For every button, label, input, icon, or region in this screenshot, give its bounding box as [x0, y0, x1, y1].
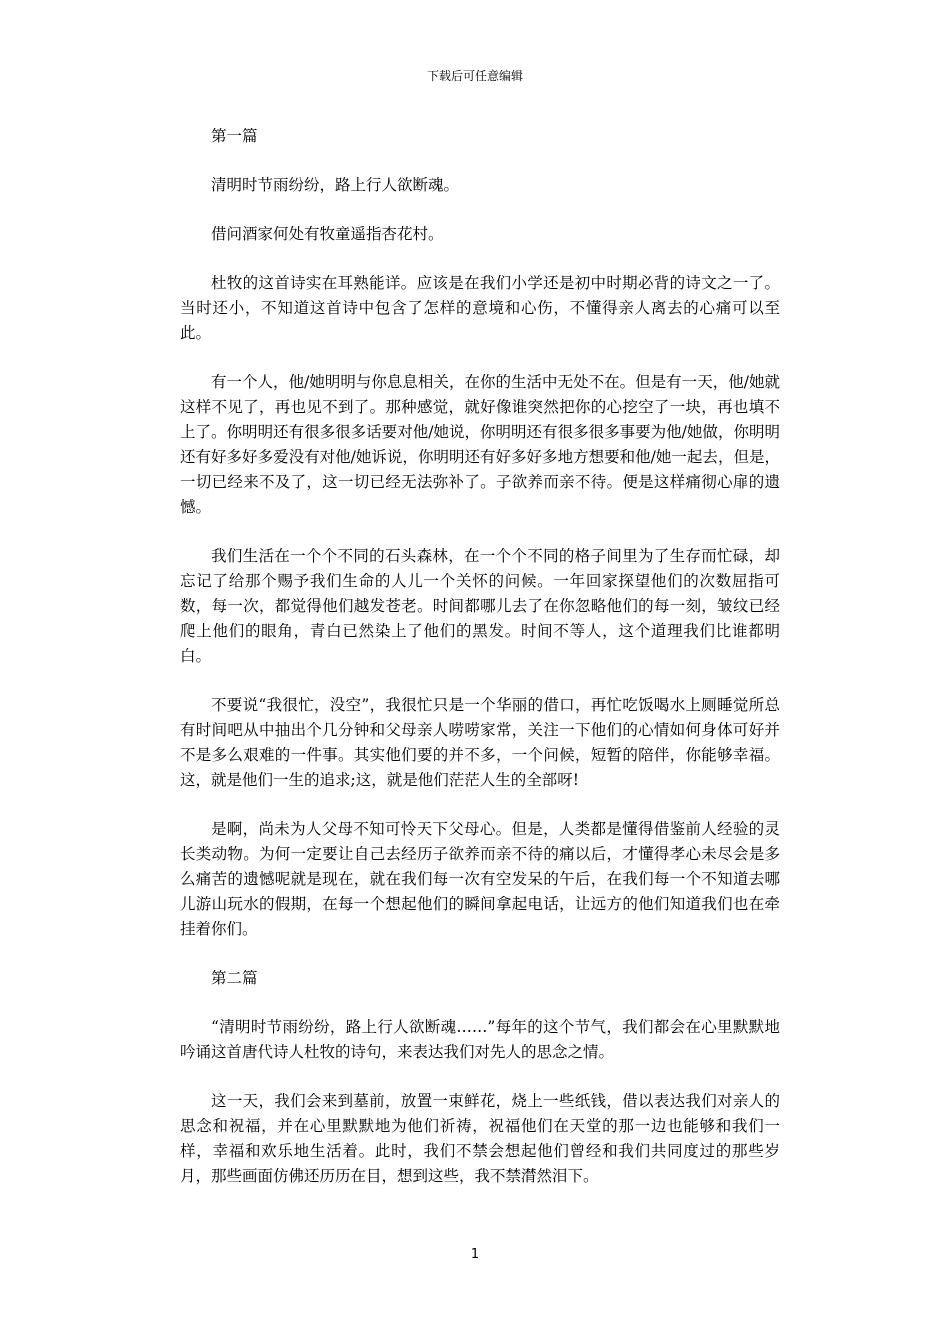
section-1	[180, 124, 780, 942]
page-number: 1	[470, 1247, 480, 1262]
page-footer	[0, 1246, 950, 1264]
document-body	[180, 124, 780, 1213]
paragraph: 不要说“我很忙，没空”，我很忙只是一个华丽的借口，再忙吃饭喝水上厕睡觉所总有时间吧从中抽出个几分钟和父母亲人唠唠家常，关注一下他们的心情如何身体可好并不是多么艰难的一件事。其实他们要的并不多，一个问候，短暂的陪伴，你能够幸福。这，就是他们一生的追求;这，就是他们茫茫人生的全部呀!	[180, 696, 780, 789]
paragraph: 这一天，我们会来到墓前，放置一束鲜花，烧上一些纸钱，借以表达我们对亲人的思念和祝福，并在心里默默地为他们祈祷，祝福他们在天堂的那一边也能够和我们一样，幸福和欢乐地生活着。此时，我们不禁会想起他们曾经和我们共同度过的那些岁月，那些画面仿佛还历历在目，想到这些，我不禁潸然泪下。	[180, 1092, 780, 1185]
poem-line-1: 清明时节雨纷纷，路上行人欲断魂。	[211, 176, 460, 194]
section-title: 第二篇	[211, 969, 258, 987]
paragraph: 杜牧的这首诗实在耳熟能详。应该是在我们小学还是初中时期必背的诗文之一了。当时还小，不知道这首诗中包含了怎样的意境和心伤，不懂得亲人离去的心痛可以至此。	[180, 274, 780, 342]
header-text: 下载后可任意编辑	[426, 69, 523, 83]
paragraph: 是啊，尚未为人父母不知可怜天下父母心。但是，人类都是懂得借鉴前人经验的灵长类动物。为何一定要让自己去经历子欲养而亲不待的痛以后，才懂得孝心未尽会是多么痛苦的遗憾呢就是现在，就在我们每一次有空发呆的午后，在我们每一个不知道去哪儿游山玩水的假期，在每一个想起他们的瞬间拿起电话，让远方的他们知道我们也在牵挂着你们。	[180, 820, 780, 938]
section-2	[180, 966, 780, 1189]
paragraph: 有一个人，他/她明明与你息息相关，在你的生活中无处不在。但是有一天，他/她就这样不见了，再也见不到了。那种感觉，就好像谁突然把你的心挖空了一块，再也填不上了。你明明还有很多很多话要对他/她说，你明明还有很多很多事要为他/她做，你明明还有好多好多爱没有对他/她诉说，你明明还有好多好多地方想要和他/她一起去，但是，一切已经来不及了，这一切已经无法弥补了。子欲养而亲不待。便是这样痛彻心扉的遗憾。	[180, 373, 780, 516]
paragraph: 我们生活在一个个不同的石头森林，在一个个不同的格子间里为了生存而忙碌，却忘记了给那个赐予我们生命的人儿一个关怀的问候。一年回家探望他们的次数屈指可数，每一次，都觉得他们越发苍老。时间都哪儿去了在你忽略他们的每一刻，皱纹已经爬上他们的眼角，青白已然染上了他们的黑发。时间不等人，这个道理我们比谁都明白。	[180, 547, 780, 665]
page-header	[0, 68, 950, 84]
poem-line-2: 借问酒家何处有牧童遥指杏花村。	[211, 225, 444, 243]
section-title: 第一篇	[211, 127, 258, 145]
paragraph: “清明时节雨纷纷，路上行人欲断魂……”每年的这个节气，我们都会在心里默默地吟诵这首唐代诗人杜牧的诗句，来表达我们对先人的思念之情。	[180, 1018, 780, 1061]
